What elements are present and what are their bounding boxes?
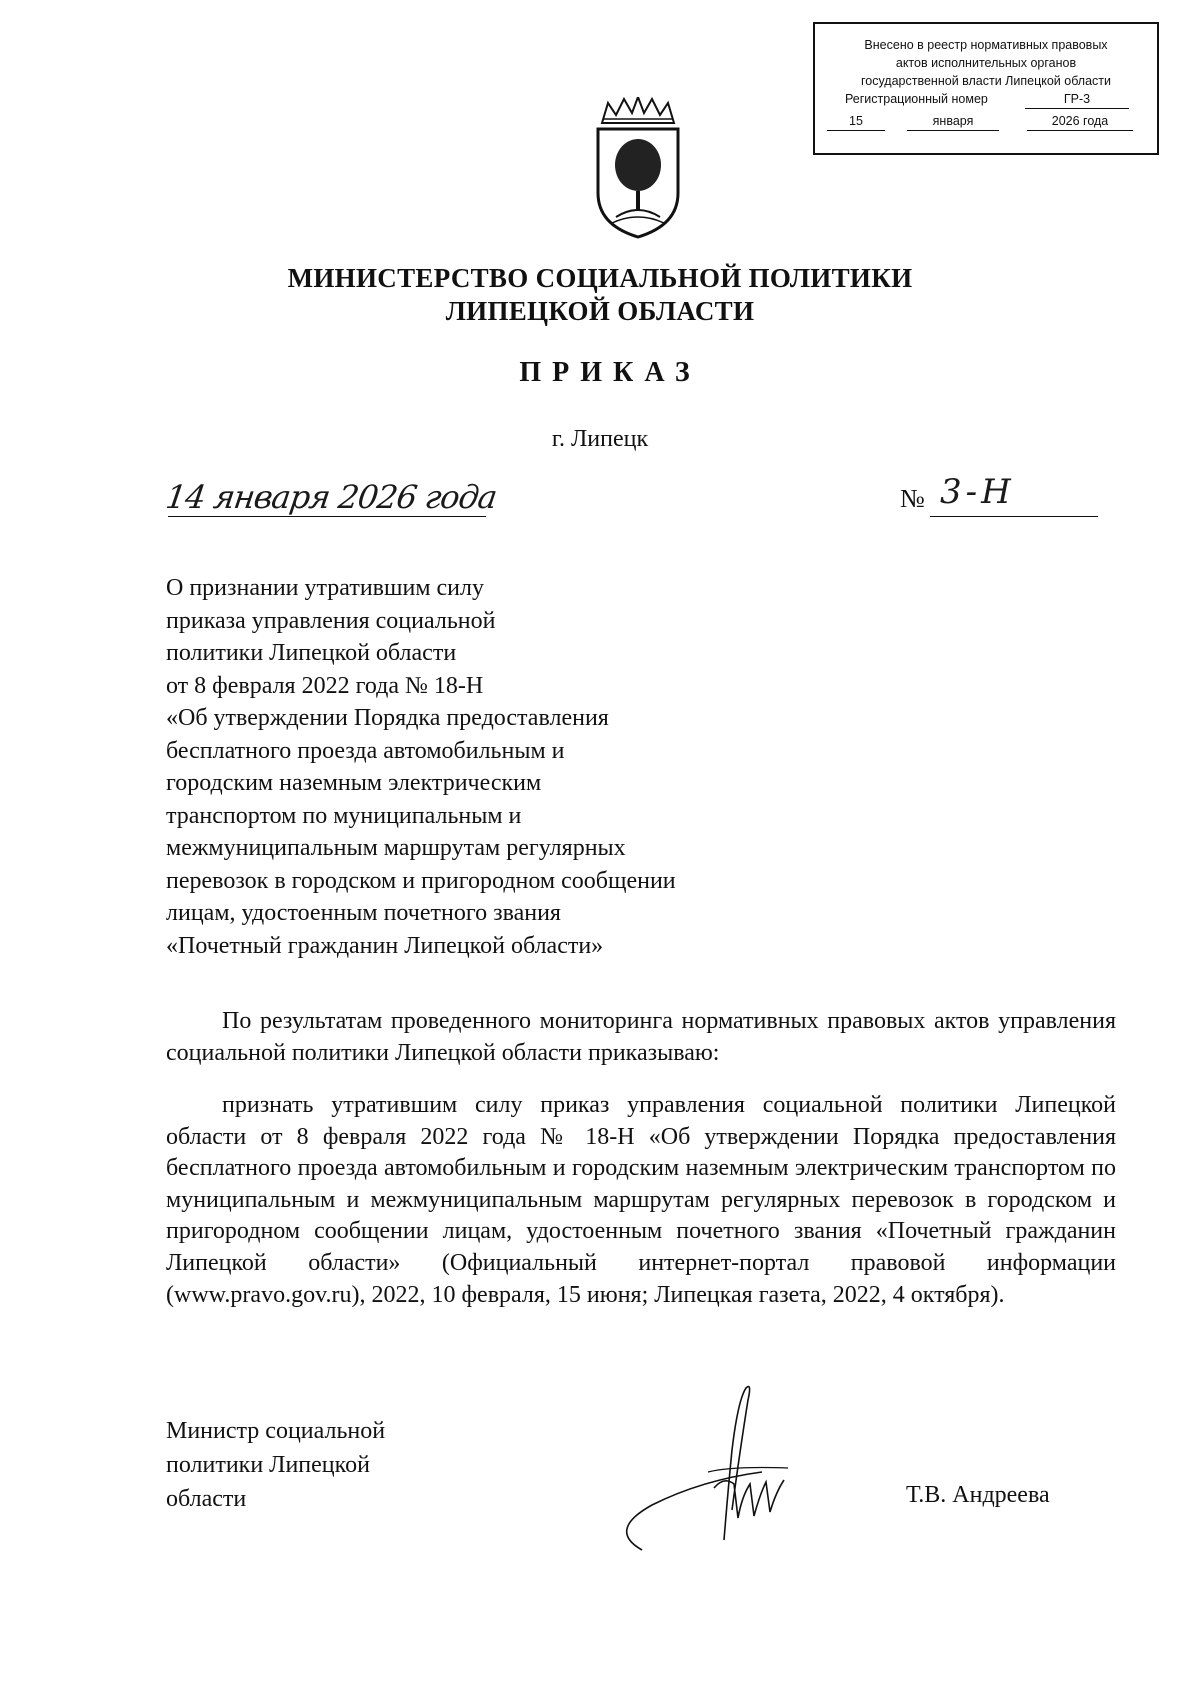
subject-line: политики Липецкой области: [166, 640, 457, 666]
signer-position-line-3: области: [166, 1486, 247, 1512]
stamp-month: января: [907, 112, 999, 131]
order-number-label: №: [900, 484, 925, 513]
signer-position-line-1: Министр социальной: [166, 1418, 386, 1444]
ministry-name-line-1: МИНИСТЕРСТВО СОЦИАЛЬНОЙ ПОЛИТИКИ: [287, 263, 913, 293]
stamp-year: 2026 года: [1027, 112, 1133, 131]
handwritten-signature: [612, 1380, 842, 1555]
body-paragraph-1: По результатам проведенного мониторинга нормативных правовых актов управления социальной политики Липецкой области приказываю:: [166, 1008, 1116, 1066]
subject-line: межмуниципальным маршрутам регулярных: [166, 835, 626, 861]
registration-stamp: [813, 22, 1159, 155]
subject-line: от 8 февраля 2022 года № 18-Н: [166, 672, 484, 699]
city: г. Липецк: [551, 426, 649, 452]
subject-line: городским наземным электрическим: [166, 770, 542, 796]
subject-line: «Почетный гражданин Липецкой области»: [166, 932, 604, 959]
date-underline: [168, 516, 486, 517]
coat-of-arms-icon: [588, 97, 688, 239]
order-date: 14 января 2026 года: [163, 478, 499, 516]
signer-position-line-2: политики Липецкой: [166, 1452, 370, 1478]
subject-line: О признании утратившим силу: [166, 575, 484, 601]
stamp-line-1: Внесено в реестр нормативных правовых: [864, 38, 1108, 52]
stamp-day: 15: [827, 112, 885, 131]
signer-position: [166, 1414, 385, 1516]
body-paragraph-2: признать утратившим силу приказ управления социальной политики Липецкой области от 8 февраля 2022 года № 18-Н «Об утверждении Порядка предоставления бесплатного проезда автомобильным и городским наземным электрическим транспортом по муниципальным и межмуниципальным маршрутам регулярных перевозок в городском и пригородном сообщении лицам, удостоенным почетного звания «Почетный гражданин Липецкой области» (Официальный интернет-портал правовой информации (www.pravo.gov.ru), 2022, 10 февраля, 15 июня; Липецкая газета, 2022, 4 октября).: [166, 1092, 1116, 1308]
stamp-reg-number: ГР-3: [1025, 90, 1129, 109]
subject-line: перевозок в городском и пригородном сообщении: [166, 867, 676, 894]
ministry-name-line-2: ЛИПЕЦКОЙ ОБЛАСТИ: [445, 296, 755, 326]
stamp-date-row: [815, 112, 1157, 130]
order-number: 3-Н: [940, 472, 1015, 512]
subject-line: транспортом по муниципальным и: [166, 802, 522, 829]
stamp-reg-label: Регистрационный номер: [845, 92, 988, 106]
document-type: ПРИКАЗ: [519, 357, 701, 388]
order-subject: [166, 572, 806, 962]
stamp-reg-row: [815, 90, 1157, 108]
subject-line: лицам, удостоенным почетного звания: [166, 900, 561, 926]
subject-line: приказа управления социальной: [166, 607, 496, 634]
ministry-name: [0, 262, 1200, 328]
number-underline: [930, 516, 1098, 517]
stamp-line-3: государственной власти Липецкой области: [860, 74, 1112, 88]
subject-line: бесплатного проезда автомобильным и: [166, 737, 565, 764]
stamp-line-2: актов исполнительных органов: [895, 56, 1077, 70]
subject-line: «Об утверждении Порядка предоставления: [166, 705, 609, 731]
signer-name: Т.В. Андреева: [906, 1482, 1050, 1508]
